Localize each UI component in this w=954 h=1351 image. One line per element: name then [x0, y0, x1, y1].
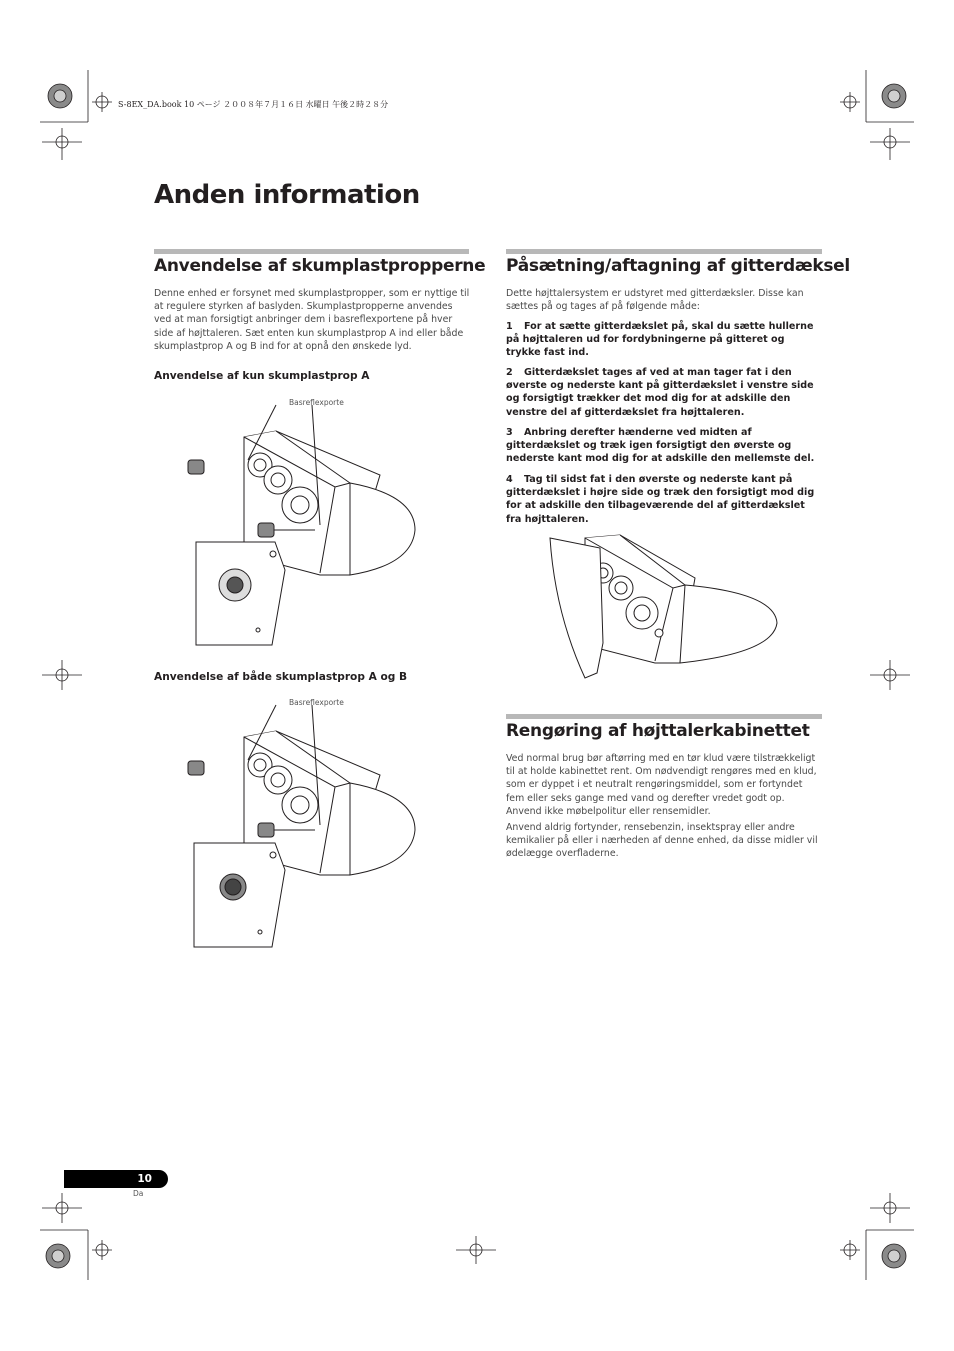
step-text: For at sætte gitterdækslet på, skal du sætte hullerne på højttaleren ud for fordybningerne på gitteret og trykke fast ind.: [506, 321, 814, 359]
foam-ab-subtitle: Anvendelse af både skumplastprop A og B: [154, 671, 408, 683]
section-rule-2: [506, 249, 822, 254]
grille-step: [506, 426, 822, 466]
grille-step: [506, 473, 822, 526]
step-text: Tag til sidst fat i den øverste og nederste kant på gitterdækslet i højre side og træk den forsigtigt mod dig for at adskille den tilbageværende del af gitterdækslet fra højttaleren.: [506, 474, 815, 525]
speaker-foam-a-illustration: [180, 405, 440, 665]
bass-reflex-caption: Basreflexporte: [289, 398, 344, 407]
step-text: Anbring derefter hænderne ved midten af gitterdækslet og træk igen forsigtigt den øverste og nederste kant mod dig for at adskille den mellemste del.: [506, 427, 815, 465]
grille-section-title: Påsætning/aftagning af gitterdæksel: [506, 256, 850, 276]
step-number: 2: [506, 367, 513, 378]
cleaning-section-title: Rengøring af højttalerkabinettet: [506, 721, 810, 741]
section-rule: [154, 249, 469, 254]
cleaning-text-2: Anvend aldrig fortynder, rensebenzin, insektspray eller andre kemikalier på eller i nærheden af denne enhed, da disse midler vil ødelægge overfladerne.: [506, 822, 818, 860]
grille-removal-illustration: [545, 533, 785, 693]
step-text: Gitterdækslet tages af ved at man tager fat i den øverste og nederste kant på gitterdækslet i venstre side og forsigtigt trækker det mod dig for at adskille den venstre del af gitterdækslet fra højttaleren.: [506, 367, 814, 418]
foam-intro-text: Denne enhed er forsynet med skumplastpropper, som er nyttige til at regulere styrken af baslyden. Skumplastpropperne anvendes ved at man forsigtigt anbringer dem i basreflexportene på hver side af højttaleren. Sæt enten kun skumplastprop A ind eller både skumplastprop A og B ind for at opnå den ønskede lyd.: [154, 288, 470, 352]
page-title: Anden information: [154, 180, 420, 210]
grille-step: [506, 366, 822, 419]
bass-reflex-caption-2: Basreflexporte: [289, 698, 344, 707]
foam-a-subtitle: Anvendelse af kun skumplastprop A: [154, 370, 370, 382]
foam-section-title: Anvendelse af skumplastpropperne: [154, 256, 486, 276]
cleaning-text-1: Ved normal brug bør aftørring med en tør klud være tilstrækkeligt til at holde kabinettet rent. Om nødvendigt rengøres med en klud, som er dyppet i et neutralt rengøringsmiddel, som er fortyndet fem eller seks gange med vand og derefter vredet godt op. Anvend ikke møbelpolitur eller rensemidler.: [506, 753, 817, 817]
section-rule-3: [506, 714, 822, 719]
speaker-foam-ab-illustration: [180, 705, 440, 955]
page-number: 10: [137, 1173, 152, 1185]
language-code: Da: [133, 1189, 144, 1198]
grille-step: [506, 320, 822, 360]
step-number: 1: [506, 321, 513, 332]
print-header: S-8EX_DA.book 10 ページ ２００８年７月１６日 水曜日 午後２時２８分: [118, 100, 389, 109]
step-number: 4: [506, 474, 513, 485]
grille-intro-text: Dette højttalersystem er udstyret med gitterdæksler. Disse kan sættes på og tages af på følgende måde:: [506, 288, 804, 313]
step-number: 3: [506, 427, 513, 438]
